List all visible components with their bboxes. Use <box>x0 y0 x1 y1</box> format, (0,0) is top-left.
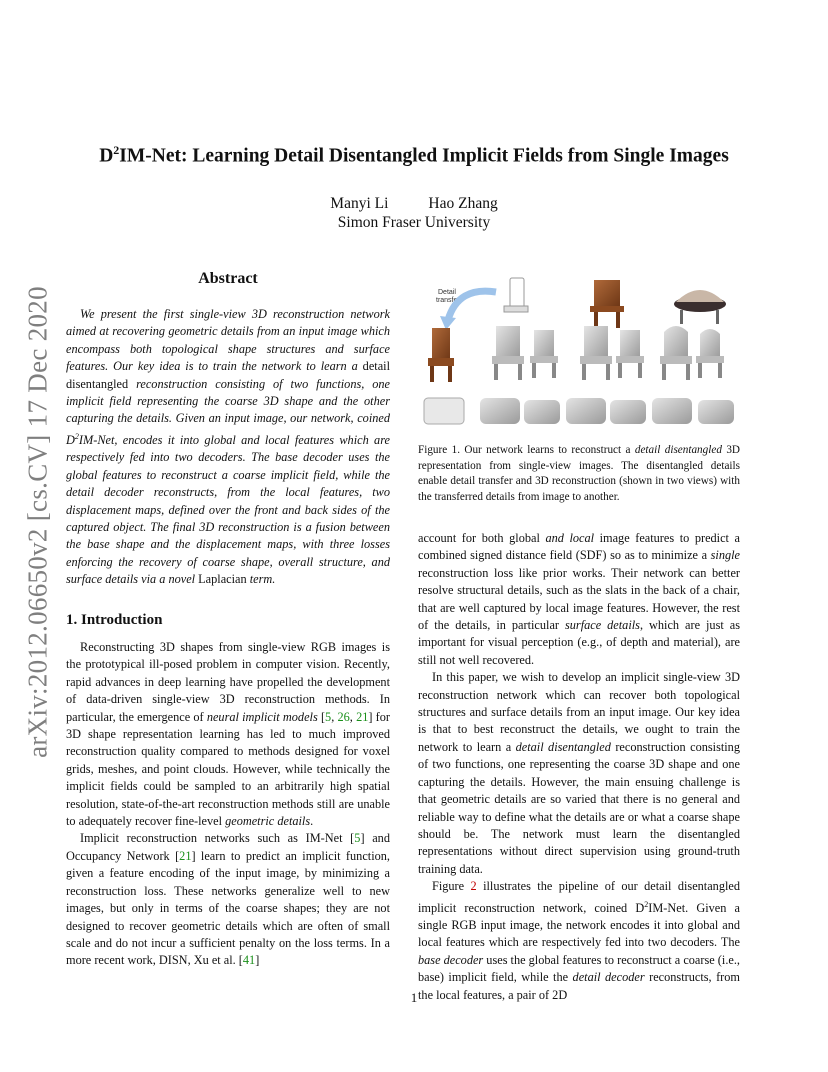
right-column-body <box>418 530 740 1004</box>
paragraph: Reconstructing 3D shapes from single-view RGB images is the prototypical ill-posed problem in computer vision. Recently, rapid advances in deep learning have propelled the development of data-driven single-view 3D reconstruction methods. In particular, the emergence of neural implicit models [5, 26, 21] for 3D shape representation learning has led to much improved reconstruction quality compared to methods designed for voxel grids, meshes, and point clouds. However, while technically the implicit fields could be sampled to an arbitrarily high spatial resolution, state-of-the-art reconstruction methods still are unable to adequately recover fine-level geometric details. <box>66 640 390 829</box>
citation-link[interactable]: 41 <box>242 953 256 968</box>
author-list <box>0 195 828 213</box>
paper-title <box>40 143 788 168</box>
figure-1 <box>418 272 740 440</box>
paragraph: In this paper, we wish to develop an implicit single-view 3D reconstruction network which can recover both topological structures and surface details from an input image. Our key idea is that to best reconstruct the details, we ought to train the network to learn a detail disentangled reconstruction consisting of two functions, one representing the coarse 3D shape and one capturing the details. However, the main ensuing challenge is that geometric details are so varied that there is no general and reliable way to define what the details are or what a coarse shape should be. The network must learn the disentangled representations without direct supervision using ground-truth training data. <box>418 670 740 876</box>
figure-1-illustration <box>418 272 740 440</box>
citation-link[interactable]: 21 <box>356 709 369 724</box>
introduction-body <box>66 639 390 970</box>
section-heading-introduction: 1. Introduction <box>66 612 163 628</box>
title-rest: IM-Net: Learning Detail Disentangled Implicit Fields from Single Images <box>119 145 729 167</box>
chair-reconstruction-row <box>428 326 724 382</box>
paragraph: account for both global and local image features to predict a combined signed distance field (SDF) so as to minimize a single reconstruction loss like prior works. Their network can better resolve structural details, such as the slats in the back of a chair, that are well captured by local image features. However, the rest of the details, in particular surface details, which are just as important for visual perception (e.g., of depth and material), are still not well recovered. <box>418 531 740 667</box>
input-image-chair <box>504 278 528 312</box>
author-name: Manyi Li <box>330 195 389 212</box>
title-superscript: 2 <box>113 143 120 157</box>
citation-link[interactable]: 26 <box>337 709 350 724</box>
figure-ref-link[interactable]: 2 <box>470 879 477 894</box>
sofa-reconstruction-row <box>424 398 734 424</box>
abstract-heading: Abstract <box>198 270 258 287</box>
author-name: Hao Zhang <box>428 195 498 212</box>
page-number: 1 <box>410 990 418 1005</box>
title-prefix: D <box>99 145 114 167</box>
citation-link[interactable]: 5 <box>325 709 332 724</box>
input-image-bench <box>674 290 726 324</box>
paragraph: Implicit reconstruction networks such as IM-Net [5] and Occupancy Network [21] learn to predict an implicit function, given a feature encoding of the input image, by minimizing a reconstruction loss. These networks generalize well to new images, but only in terms of the coarse shapes; they are not designed to recover geometric details which are often of small scale and do not incur a sufficient penalty on the loss terms. In a more recent work, DISN, Xu et al. [41] <box>66 831 390 968</box>
affiliation: Simon Fraser University <box>337 214 491 231</box>
input-image-wooden-chair <box>590 280 624 328</box>
citation-link[interactable]: 21 <box>179 848 192 863</box>
arxiv-stamp <box>14 282 62 762</box>
abstract-body: We present the first single-view 3D reconstruction network aimed at recovering geometric details from an input image which encompass both topological shape structures and surface features. Our key idea is to train the network to learn a detail disentangled reconstruction consisting of two functions, one implicit field representing the coarse 3D shape and the other capturing the details. Given an input image, our network, coined $D^2IM$-Net, encodes it into global and local features which are respectively fed into two decoders. The base decoder uses the global features to reconstruct a coarse implicit field, while the detail decoder reconstructs, from the local features, two displacement maps, defined over the front and back sides of the captured object. The final 3D reconstruction is a fusion between the base shape and the displacement maps, with three losses enforcing the recovery of coarse shape, overall structure, and surface details via a novel Laplacian term. <box>66 307 390 587</box>
paragraph: Figure 2 illustrates the pipeline of our detail disentangled implicit reconstruction network, coined $D^2IM$-Net. Given a single RGB input image, the network encodes it into global and local features which are respectively fed into two decoders. The base decoder uses the global features to reconstruct a coarse (i.e., base) implicit field, while the detail decoder reconstructs, from the local features, a pair of 2D <box>418 879 740 1002</box>
arxiv-stamp-text: arXiv:2012.06650v2 [cs.CV] 17 Dec 2020 <box>22 286 53 758</box>
figure-1-caption: Figure 1. Our network learns to reconstruct a detail disentangled 3D representation from single-view images. The disentangled details enable detail transfer and 3D reconstruction (shown in two views) with the transferred details from image to another. <box>418 444 740 503</box>
arrow-head <box>440 316 456 330</box>
arrow-label: Detail <box>438 289 456 296</box>
arrow-label: transfer <box>436 297 460 304</box>
citation-link[interactable]: 5 <box>354 831 361 846</box>
